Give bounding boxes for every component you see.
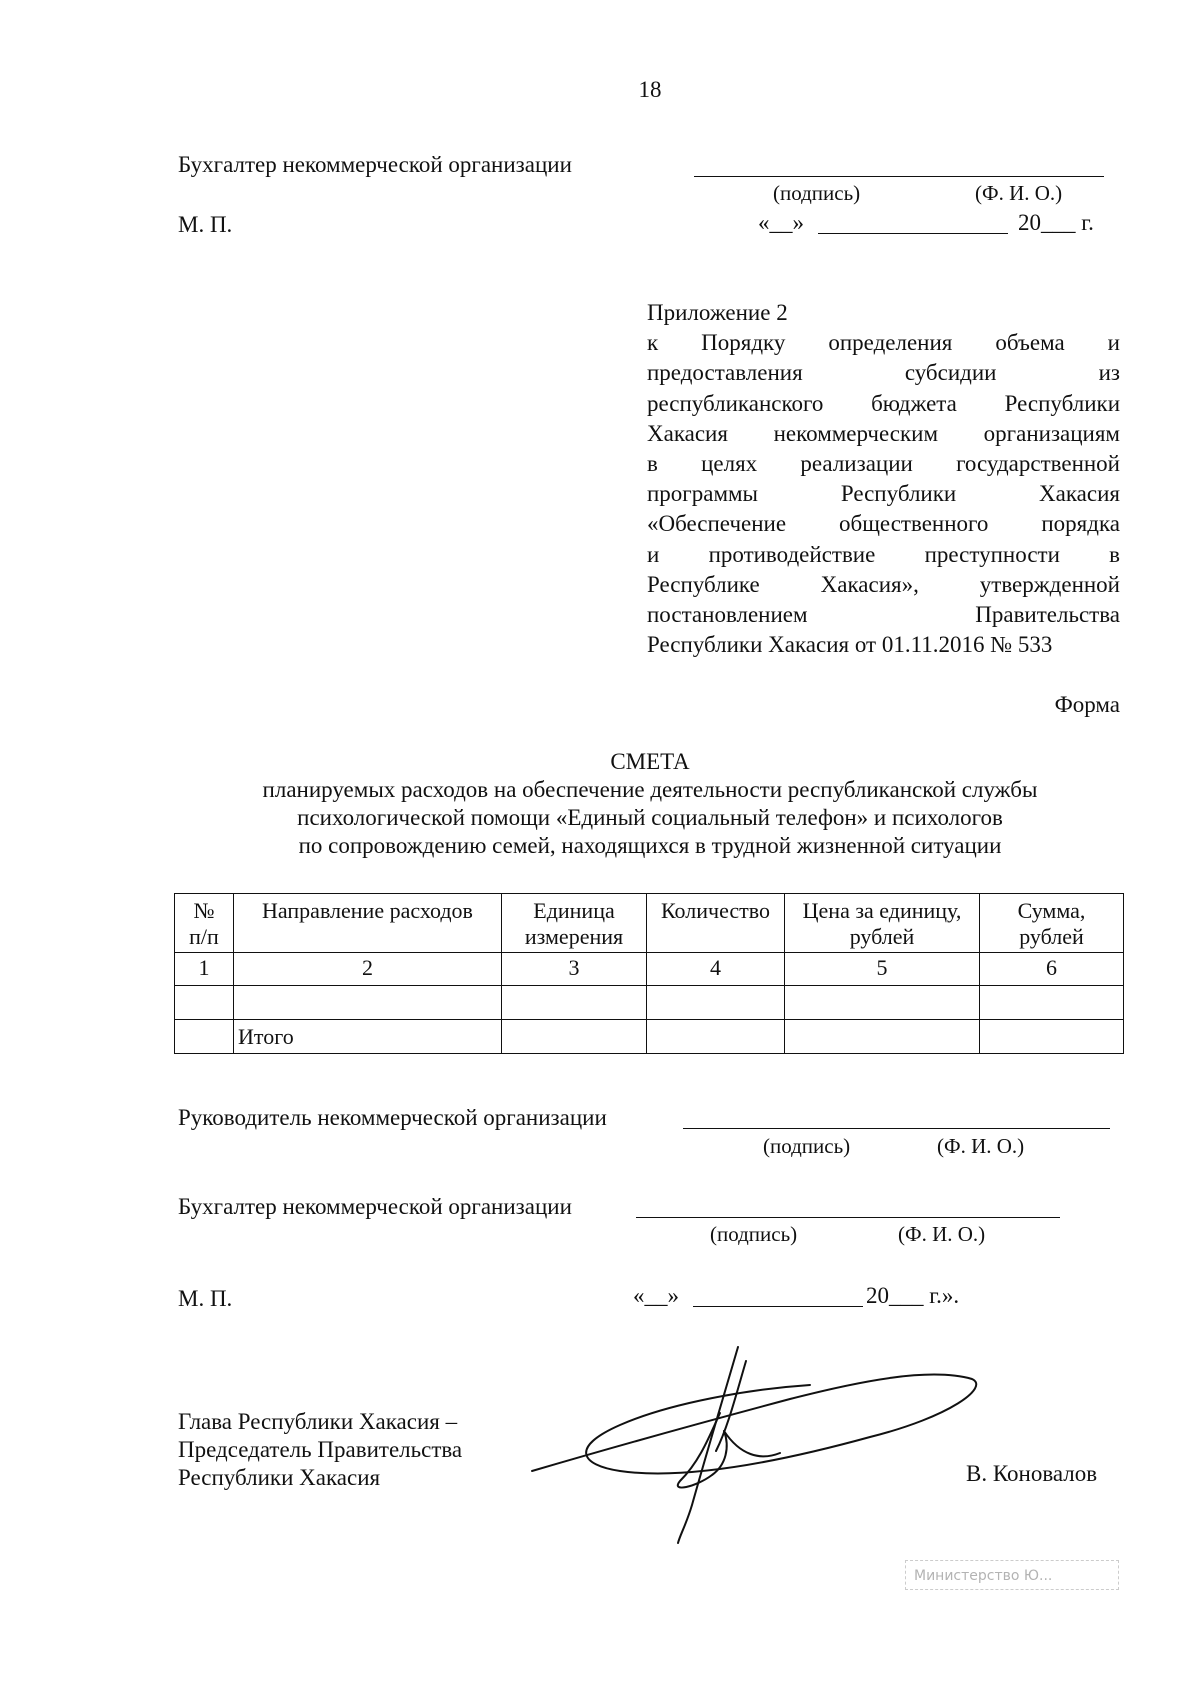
form-label: Форма bbox=[1054, 692, 1120, 717]
title-line: планируемых расходов на обеспечение деятельности республиканской службы bbox=[262, 777, 1038, 802]
page-number: 18 bbox=[638, 77, 662, 102]
table-row bbox=[175, 986, 1124, 1020]
appendix-line: программы Республики Хакасия bbox=[647, 481, 1120, 507]
table-cell bbox=[234, 986, 502, 1020]
table-cell bbox=[647, 1020, 785, 1054]
head-signature-caption: (подпись) bbox=[763, 1134, 851, 1158]
title-line: психологической помощи «Единый социальный телефон» и психологов bbox=[297, 805, 1003, 830]
appendix-line: Приложение 2 bbox=[647, 300, 788, 325]
title-line: по сопровождению семей, находящихся в трудной жизненной ситуации bbox=[298, 833, 1002, 858]
appendix-line: предоставления субсидии из bbox=[647, 360, 1120, 386]
bottom-date-month-line bbox=[693, 1306, 863, 1307]
table-cell bbox=[175, 1020, 234, 1054]
top-accountant-label: Бухгалтер некоммерческой организации bbox=[178, 152, 572, 177]
total-label: Итого bbox=[234, 1020, 502, 1054]
header-cell-number: № п/п bbox=[175, 894, 234, 953]
column-number-row bbox=[175, 953, 1124, 986]
handwritten-signature bbox=[510, 1335, 990, 1545]
title-heading: СМЕТА bbox=[610, 749, 690, 774]
table-cell bbox=[980, 1020, 1124, 1054]
top-date-day: «__» bbox=[758, 210, 804, 235]
appendix-block bbox=[647, 298, 1120, 660]
signatory-name: В. Коновалов bbox=[966, 1461, 1098, 1486]
top-signature-line bbox=[694, 176, 1104, 177]
signatory-position-line: Председатель Правительства bbox=[178, 1437, 463, 1462]
table-header-row bbox=[175, 894, 1124, 953]
head-signature-line bbox=[683, 1128, 1110, 1129]
column-number: 1 bbox=[175, 953, 234, 986]
bottom-signature-caption: (подпись) bbox=[710, 1222, 798, 1246]
table-cell bbox=[980, 986, 1124, 1020]
appendix-line: Хакасия некоммерческим организациям bbox=[647, 420, 1120, 446]
bottom-seal-label: М. П. bbox=[178, 1286, 233, 1311]
head-fio-caption: (Ф. И. О.) bbox=[937, 1134, 1025, 1158]
signatory-position-line: Республики Хакасия bbox=[178, 1465, 381, 1490]
bottom-signature-line bbox=[636, 1217, 1060, 1218]
table-cell bbox=[502, 1020, 647, 1054]
stamp-watermark: Министерство Ю... bbox=[905, 1560, 1119, 1590]
appendix-line: и противодействие преступности в bbox=[647, 541, 1120, 567]
bottom-date-year: 20___ г.». bbox=[866, 1283, 960, 1308]
top-date-year: 20___ г. bbox=[1018, 210, 1094, 235]
head-label: Руководитель некоммерческой организации bbox=[178, 1105, 607, 1130]
bottom-fio-caption: (Ф. И. О.) bbox=[898, 1222, 986, 1246]
total-row bbox=[175, 1020, 1124, 1054]
appendix-line: Республике Хакасия», утвержденной bbox=[647, 571, 1120, 597]
appendix-line: Республики Хакасия от 01.11.2016 № 533 bbox=[647, 632, 1053, 658]
column-number: 3 bbox=[502, 953, 647, 986]
bottom-accountant-label: Бухгалтер некоммерческой организации bbox=[178, 1194, 572, 1219]
column-number: 6 bbox=[980, 953, 1124, 986]
estimate-table bbox=[174, 893, 1124, 1054]
column-number: 4 bbox=[647, 953, 785, 986]
column-number: 2 bbox=[234, 953, 502, 986]
appendix-line: «Обеспечение общественного порядка bbox=[647, 511, 1120, 537]
header-cell-direction: Направление расходов bbox=[234, 894, 502, 953]
table-cell bbox=[785, 1020, 980, 1054]
column-number: 5 bbox=[785, 953, 980, 986]
top-seal-label: М. П. bbox=[178, 212, 233, 237]
signatory-position-line: Глава Республики Хакасия – bbox=[178, 1409, 458, 1434]
appendix-line: к Порядку определения объема и bbox=[647, 330, 1120, 356]
header-cell-quantity: Количество bbox=[647, 894, 785, 953]
top-fio-caption: (Ф. И. О.) bbox=[975, 181, 1063, 205]
top-signature-caption: (подпись) bbox=[773, 181, 861, 205]
bottom-date-day: «__» bbox=[633, 1283, 679, 1308]
header-cell-sum: Сумма, рублей bbox=[980, 894, 1124, 953]
document-title bbox=[0, 748, 1200, 860]
appendix-line: республиканского бюджета Республики bbox=[647, 390, 1120, 416]
table-cell bbox=[647, 986, 785, 1020]
header-cell-unit: Единица измерения bbox=[502, 894, 647, 953]
table-cell bbox=[785, 986, 980, 1020]
top-date-month-line bbox=[818, 233, 1008, 234]
table-cell bbox=[175, 986, 234, 1020]
header-cell-price: Цена за единицу, рублей bbox=[785, 894, 980, 953]
appendix-line: постановлением Правительства bbox=[647, 601, 1120, 627]
appendix-line: в целях реализации государственной bbox=[647, 450, 1120, 476]
table-cell bbox=[502, 986, 647, 1020]
